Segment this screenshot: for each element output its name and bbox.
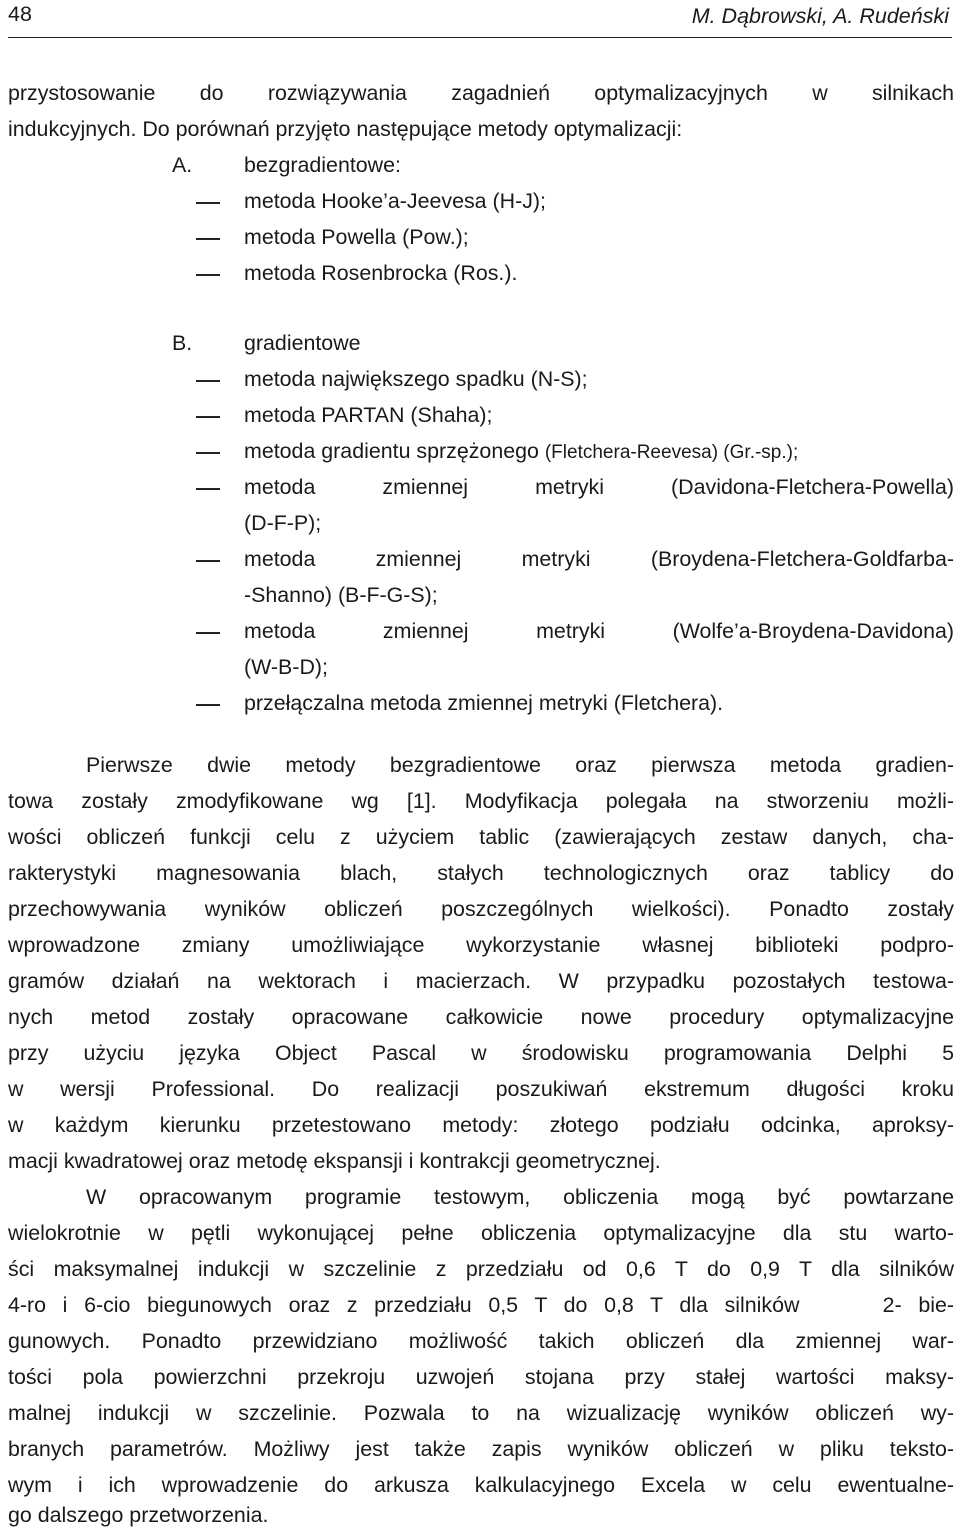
paragraph-line: wym i ich wprowadzenie do arkusza kalkulacyjnego Excela w celu ewentualne- [8,1473,954,1497]
list-dash [196,632,220,634]
paragraph-line: wprowadzone zmiany umożliwiające wykorzystanie własnej biblioteki podpro- [8,933,954,957]
list-item: metoda zmiennej metryki (Broydena-Fletchera-Goldfarba- [244,547,954,571]
list-item: metoda zmiennej metryki (Davidona-Fletchera-Powella) [244,475,954,499]
paragraph-line: tości pola powierzchni przekroju uzwojeń stojana przy stałej wartości maksy- [8,1365,954,1389]
section-b-letter: B. [172,331,193,355]
list-item: metoda Powella (Pow.); [244,225,469,249]
list-dash [196,452,220,454]
list-dash [196,416,220,418]
running-header [8,0,952,38]
paragraph-line: malnej indukcji w szczelinie. Pozwala to na wizualizację wyników obliczeń wy- [8,1401,954,1425]
list-item [244,438,798,466]
list-item: metoda zmiennej metryki (Wolfe’a-Broydena-Davidona) [244,619,954,643]
running-header-authors: M. Dąbrowski, A. Rudeński [691,4,949,28]
paragraph-line: w wersji Professional. Do realizacji poszukiwań ekstremum długości kroku [8,1077,954,1101]
list-item-continuation: (W-B-D); [244,655,328,679]
paragraph-line: macji kwadratowej oraz metodę ekspansji i kontrakcji geometrycznej. [8,1149,661,1173]
paragraph-line: 4-ro i 6-cio biegunowych oraz z przedziału 0,5 T do 0,8 T dla silników 2- bie- [8,1293,954,1317]
paragraph-line: nych metod zostały opracowane całkowicie nowe procedury optymalizacyjne [8,1005,954,1029]
paragraph-line: Pierwsze dwie metody bezgradientowe oraz pierwsza metoda gradien- [86,753,954,777]
section-a-letter: A. [172,153,193,177]
page-number: 48 [8,2,32,26]
paragraph-line: go dalszego przetworzenia. [8,1503,269,1527]
list-dash [196,202,220,204]
paragraph-line: ści maksymalnej indukcji w szczelinie z przedziału od 0,6 T do 0,9 T dla silników [8,1257,954,1281]
paragraph-line: wielokrotnie w pętli wykonującej pełne obliczenia optymalizacyjne dla stu warto- [8,1221,954,1245]
list-item-continuation: -Shanno) (B-F-G-S); [244,583,438,607]
paragraph-line: towa zostały zmodyfikowane wg [1]. Modyfikacja polegała na stworzeniu możli- [8,789,954,813]
list-item: metoda Rosenbrocka (Ros.). [244,261,518,285]
paragraph-line: przy użyciu języka Object Pascal w środowisku programowania Delphi 5 [8,1041,954,1065]
intro-line: przystosowanie do rozwiązywania zagadnień optymalizacyjnych w silnikach [8,81,954,105]
intro-line: indukcyjnych. Do porównań przyjęto następujące metody optymalizacji: [8,117,683,141]
paragraph-line: gramów działań na wektorach i macierzach. W przypadku pozostałych testowa- [8,969,954,993]
list-dash [196,488,220,490]
paragraph-line: przechowywania wyników obliczeń poszczególnych wielkości). Ponadto zostały [8,897,954,921]
paragraph-line: gunowych. Ponadto przewidziano możliwość takich obliczeń dla zmiennej war- [8,1329,954,1353]
list-item-text-small: (Fletchera-Reevesa) (Gr.-sp.); [544,442,799,463]
list-dash [196,560,220,562]
paragraph-line: w każdym kierunku przetestowano metody: złotego podziału odcinka, aproksy- [8,1113,954,1137]
paragraph-line: rakterystyki magnesowania blach, stałych technologicznych oraz tablicy do [8,861,954,885]
paragraph-line: wości obliczeń funkcji celu z użyciem tablic (zawierających zestaw danych, cha- [8,825,954,849]
list-dash [196,380,220,382]
list-item: metoda największego spadku (N-S); [244,367,588,391]
paragraph-line: branych parametrów. Możliwy jest także zapis wyników obliczeń w pliku teksto- [8,1437,954,1461]
list-item-text: metoda gradientu sprzężonego [244,439,545,463]
list-item-continuation: (D-F-P); [244,511,322,535]
list-item: metoda Hooke’a-Jeevesa (H-J); [244,189,546,213]
list-dash [196,274,220,276]
section-a-title: bezgradientowe: [244,153,401,177]
list-item: przełączalna metoda zmiennej metryki (Fletchera). [244,691,724,715]
section-b-title: gradientowe [244,331,361,355]
list-dash [196,704,220,706]
paragraph-line: W opracowanym programie testowym, obliczenia mogą być powtarzane [86,1185,954,1209]
list-dash [196,238,220,240]
list-item: metoda PARTAN (Shaha); [244,403,493,427]
